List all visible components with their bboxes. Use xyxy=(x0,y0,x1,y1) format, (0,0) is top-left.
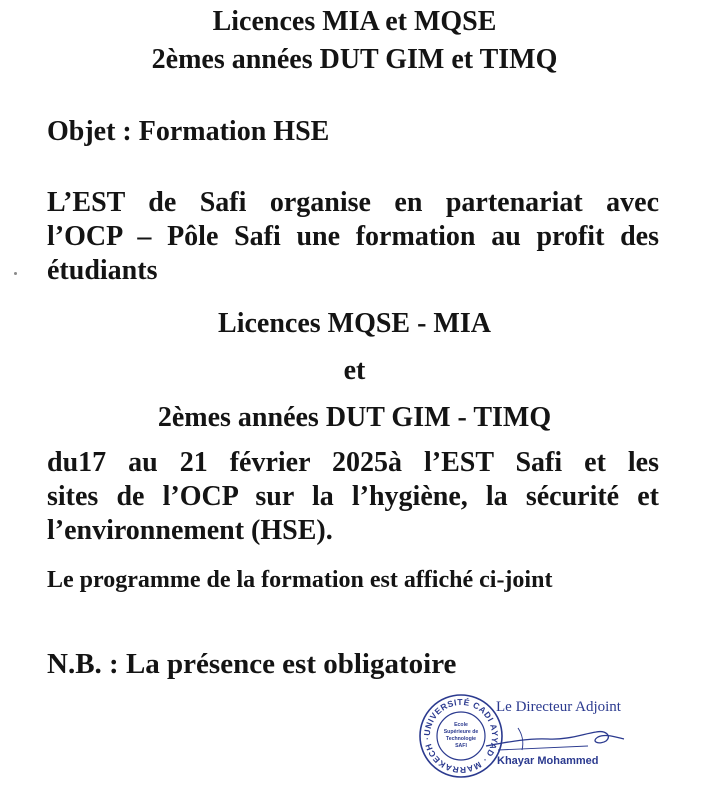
svg-text:Ecole: Ecole xyxy=(454,722,468,728)
scan-speck xyxy=(14,272,17,275)
handwritten-signature-icon xyxy=(478,712,628,760)
audience-line-1: Licences MQSE - MIA xyxy=(218,308,491,339)
details-line: du17 au 21 février 2025à l’EST Safi et les xyxy=(47,447,659,478)
signatory-name: Khayar Mohammed xyxy=(497,755,599,767)
nb-note: N.B. : La présence est obligatoire xyxy=(47,648,457,680)
details-line: sites de l’OCP sur la l’hygiène, la sécurité et xyxy=(47,481,659,512)
intro-paragraph xyxy=(47,186,659,288)
svg-text:SAFI: SAFI xyxy=(455,743,467,749)
intro-line: étudiants xyxy=(47,255,158,286)
svg-text:Supérieure de: Supérieure de xyxy=(443,729,479,735)
intro-line: L’EST de Safi organise en partenariat avec xyxy=(47,187,659,218)
header-line-2: 2èmes années DUT GIM et TIMQ xyxy=(151,44,558,75)
svg-text:UNIVERSITÉ CADI AYYAD · MARRAK: UNIVERSITÉ CADI AYYAD · MARRAKECH · xyxy=(421,696,501,776)
svg-text:Technologie: Technologie xyxy=(445,736,477,742)
programme-note: Le programme de la formation est affiché ci-joint xyxy=(47,567,553,593)
intro-line: l’OCP – Pôle Safi une formation au profit des xyxy=(47,221,659,252)
audience-line-2: 2èmes années DUT GIM - TIMQ xyxy=(157,402,552,433)
audience-connector: et xyxy=(343,355,366,386)
header-line-1: Licences MIA et MQSE xyxy=(212,6,497,37)
details-paragraph xyxy=(47,446,659,548)
objet-line: Objet : Formation HSE xyxy=(47,116,330,147)
details-line: l’environnement (HSE). xyxy=(47,515,333,546)
signatory-title: Le Directeur Adjoint xyxy=(496,699,621,715)
